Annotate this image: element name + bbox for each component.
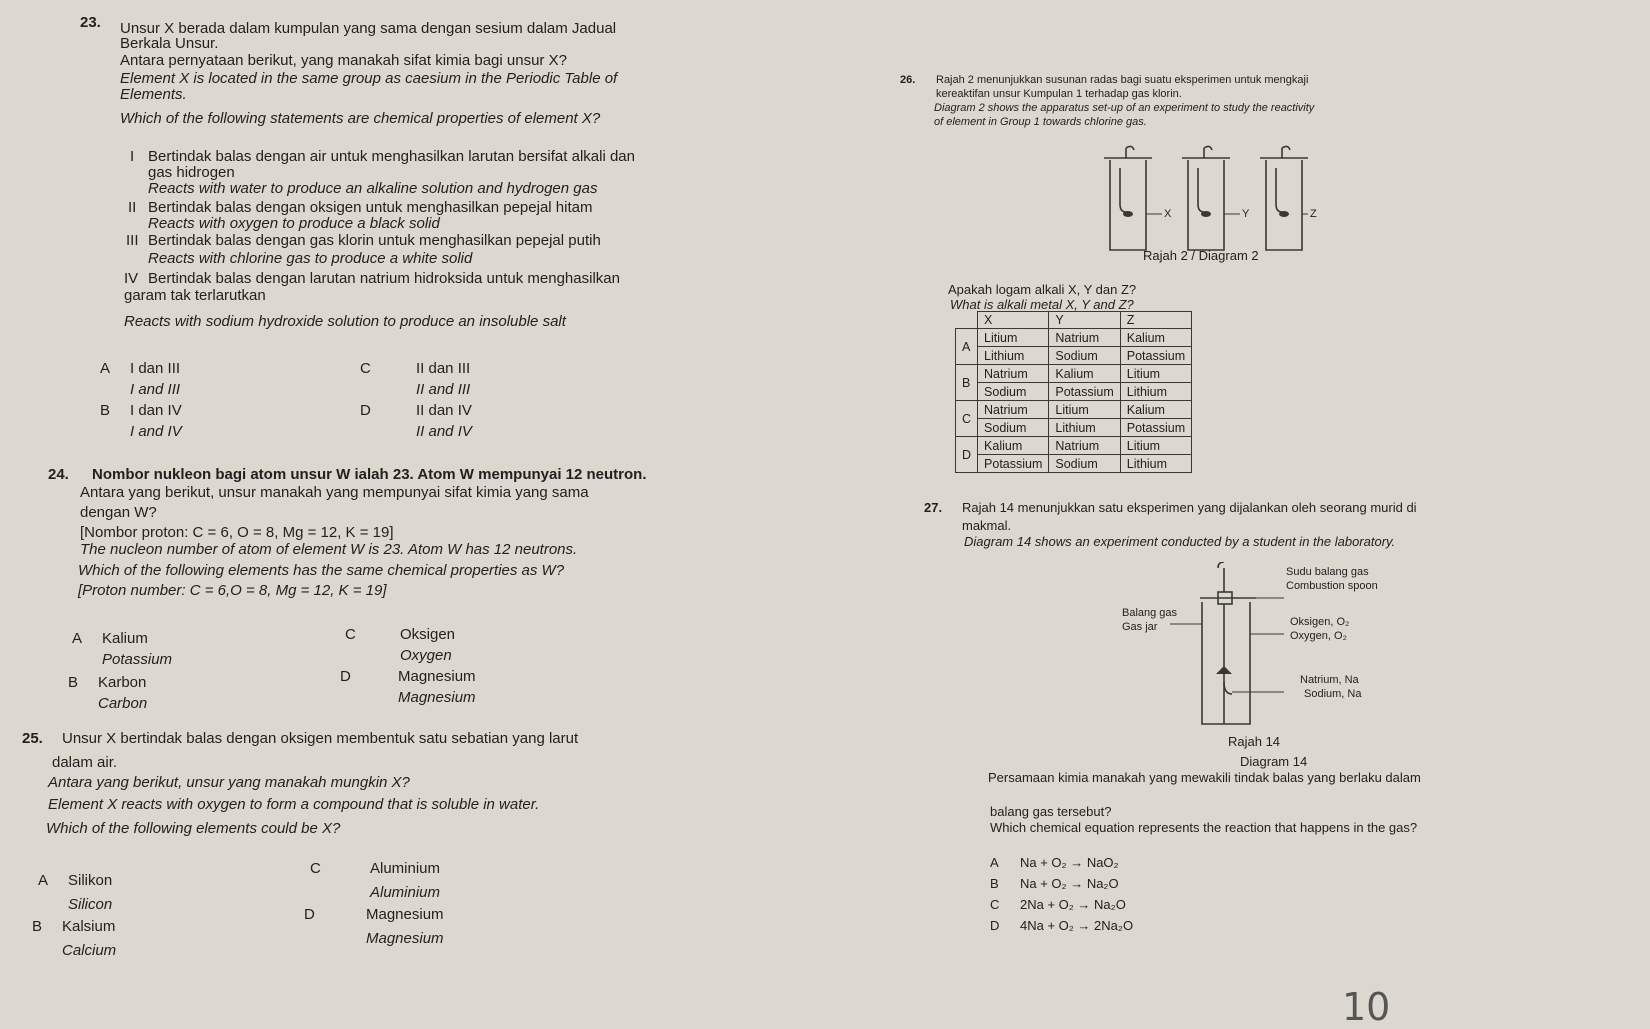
q27-caption-ms: Rajah 14 [1228,734,1281,749]
q26-diagram-label-y: Y [1242,208,1250,220]
q26-table-header-z: Z [1120,312,1191,329]
q24-option-b-letter: B [68,674,79,691]
q23-statement-4-ms-2: garam tak terlarutkan [124,287,266,304]
q24-option-c-ms: Oksigen [400,626,456,643]
q23-option-a-letter: A [100,360,111,377]
q27-stem-en: Diagram 14 shows an experiment conducted by a student in the laboratory. [964,534,1396,549]
q23-ask-en: Which of the following statements are chemical properties of element X? [120,110,601,127]
q27-label-oxygen-ms: Oksigen, O₂ [1290,616,1350,628]
q27-label-sodium-en: Sodium, Na [1304,688,1362,700]
q24-option-a-ms: Kalium [102,630,148,647]
q27-ask-en: Which chemical equation represents the reaction that happens in the gas? [990,820,1418,835]
q27-option-c[interactable] [990,894,1190,916]
q25-number: 25. [22,730,43,747]
q26-table-row-b-ms[interactable] [956,365,1192,383]
q23-stem-en-1: Element X is located in the same group as caesium in the Periodic Table of [120,70,618,87]
q26-stem-ms-2: kereaktifan unsur Kumpulan 1 terhadap gas klorin. [936,88,1182,100]
table-cell: Lithium [1120,383,1191,401]
q25-option-c-en: Aluminium [370,884,441,901]
q27-option-b[interactable] [990,873,1190,895]
table-cell: Sodium [1049,455,1120,473]
q25-option-d-en: Magnesium [366,930,444,947]
q23-option-d-ms: II dan IV [416,402,472,419]
q23-stem-ms-2: Berkala Unsur. [120,35,219,52]
q25-ask-en: Which of the following elements could be X? [46,820,341,837]
q27-label-oxygen-en: Oxygen, O₂ [1290,630,1347,642]
q23-number: 23. [80,14,101,31]
table-cell: Potassium [1049,383,1120,401]
q23-statement-1-en: Reacts with water to produce an alkaline solution and hydrogen gas [148,180,598,197]
table-cell: Natrium [978,365,1049,383]
q26-table-row-b-letter: B [956,365,978,401]
q25-option-a-letter: A [38,872,49,889]
q24-stem-ms-2: Antara yang berikut, unsur manakah yang mempunyai sifat kimia yang sama [80,484,589,501]
q26-diagram-caption: Rajah 2 / Diagram 2 [1143,248,1259,263]
table-cell: Natrium [978,401,1049,419]
table-cell: Kalium [1120,401,1191,419]
table-cell: Lithium [1120,455,1191,473]
q27-label-jar-en: Gas jar [1122,621,1158,633]
q24-option-b-en: Carbon [98,695,148,712]
q27-option-b-letter: B [990,876,999,891]
table-cell: Kalium [978,437,1049,455]
q25-option-c-ms: Aluminium [370,860,441,877]
q23-statement-4-num: IV [124,270,139,287]
q25-option-b-letter: B [32,918,43,935]
page-number: 10 [1342,985,1391,1029]
table-cell: Sodium [978,383,1049,401]
q24-option-c-en: Oxygen [400,647,452,664]
q27-option-c-eq: 2Na + O₂ → Na₂O [1020,897,1126,912]
q24-option-c-letter: C [345,626,356,643]
q27-ask-ms-1: Persamaan kimia manakah yang mewakili tindak balas yang berlaku dalam [988,770,1421,785]
q27-option-b-eq: Na + O₂ → Na₂O [1020,876,1119,891]
q24-option-d-ms: Magnesium [398,668,476,685]
q26-table-row-c-ms[interactable] [956,401,1192,419]
q23-stem-ms-1: Unsur X berada dalam kumpulan yang sama dengan sesium dalam Jadual [120,20,617,37]
table-cell: Sodium [1049,347,1120,365]
q27-ask-ms-2: balang gas tersebut? [990,804,1112,819]
q23-statement-1-ms-1: Bertindak balas dengan air untuk menghasilkan larutan bersifat alkali dan [148,148,635,165]
q25-option-a[interactable] [38,870,238,916]
q26-table-row-d-letter: D [956,437,978,473]
q24-stem-ms-3: dengan W? [80,504,157,521]
q24-option-a-letter: A [72,630,83,647]
q23-option-c-letter: C [360,360,371,377]
q27-apparatus-diagram [1160,562,1300,732]
q27-option-d-eq: 4Na + O₂ → 2Na₂O [1020,918,1134,933]
q26-table-header-row [956,312,1192,329]
table-cell: Potassium [1120,347,1191,365]
q26-table-row-d-en [956,455,1192,473]
q23-option-a[interactable] [100,358,300,400]
q24-option-c[interactable] [345,624,545,666]
q23-statement-3-ms-1: Bertindak balas dengan gas klorin untuk menghasilkan pepejal putih [148,232,601,249]
table-cell: Potassium [1120,419,1191,437]
q26-table-corner [956,312,978,329]
q25-option-d-letter: D [304,906,315,923]
q25-option-b-en: Calcium [62,942,117,959]
q23-option-a-en: I and III [130,381,181,398]
q26-table-header-y: Y [1049,312,1120,329]
q25-option-a-ms: Silikon [68,872,113,889]
q23-statement-1-num: I [130,148,135,165]
q23-stem-en-2: Elements. [120,86,187,103]
table-cell: Litium [1120,437,1191,455]
q26-apparatus-diagram [1070,134,1310,260]
table-cell: Litium [978,329,1049,347]
q25-stem-ms-1: Unsur X bertindak balas dengan oksigen membentuk satu sebatian yang larut [62,730,579,747]
q26-table-row-b-en [956,383,1192,401]
q23-statement-4-en: Reacts with sodium hydroxide solution to produce an insoluble salt [124,313,566,330]
q27-option-d-letter: D [990,918,1000,933]
q23-statement-2-ms-1: Bertindak balas dengan oksigen untuk menghasilkan pepejal hitam [148,199,593,216]
table-cell: Lithium [978,347,1049,365]
q25-ask-ms: Antara yang berikut, unsur yang manakah mungkin X? [48,774,410,791]
q26-table-row-a-ms[interactable] [956,329,1192,347]
q23-option-c-ms: II dan III [416,360,471,377]
q23-statement-3-en: Reacts with chlorine gas to produce a white solid [148,250,473,267]
q27-label-spoon-ms: Sudu balang gas [1286,566,1369,578]
q26-table-row-a-en [956,347,1192,365]
q27-option-a-eq: Na + O₂ → NaO₂ [1020,855,1119,870]
q24-proton-en: [Proton number: C = 6,O = 8, Mg = 12, K = 19] [78,582,387,599]
q27-label-sodium-ms: Natrium, Na [1300,674,1359,686]
q26-answer-table [955,311,1192,473]
q26-stem-en-1: Diagram 2 shows the apparatus set-up of an experiment to study the reactivity [934,102,1315,114]
q26-table-row-c-en [956,419,1192,437]
q24-proton-ms: [Nombor proton: C = 6, O = 8, Mg = 12, K = 19] [80,524,394,541]
table-cell: Sodium [978,419,1049,437]
q23-statement-2-num: II [128,199,137,216]
q23-statement-2-en: Reacts with oxygen to produce a black solid [148,215,440,232]
q23-option-d-en: II and IV [416,423,472,440]
q24-option-a-en: Potassium [102,651,173,668]
q27-caption-en: Diagram 14 [1240,754,1308,769]
q27-label-spoon-en: Combustion spoon [1286,580,1378,592]
q24-ask-en: Which of the following elements has the same chemical properties as W? [78,562,565,579]
q26-table-header-x: X [978,312,1049,329]
q24-stem-en-1: The nucleon number of atom of element W is 23. Atom W has 12 neutrons. [80,541,578,558]
q27-option-d[interactable] [990,915,1190,937]
q27-option-a-letter: A [990,855,999,870]
q26-number: 26. [900,74,916,86]
q27-number: 27. [924,500,943,515]
q23-option-b-en: I and IV [130,423,182,440]
q23-option-a-ms: I dan III [130,360,181,377]
q23-option-c[interactable] [360,358,560,400]
q27-stem-ms-1: Rajah 14 menunjukkan satu eksperimen yang dijalankan oleh seorang murid di [962,500,1417,515]
table-cell: Litium [1120,365,1191,383]
q25-option-d-ms: Magnesium [366,906,444,923]
table-cell: Potassium [978,455,1049,473]
q23-option-d[interactable] [360,400,560,442]
q27-stem-ms-2: makmal. [962,518,1012,533]
table-cell: Lithium [1049,419,1120,437]
q24-option-b[interactable] [68,672,268,714]
q27-option-c-letter: C [990,897,1000,912]
q23-option-b-ms: I dan IV [130,402,182,419]
q23-option-c-en: II and III [416,381,471,398]
q23-option-b-letter: B [100,402,111,419]
q25-stem-en: Element X reacts with oxygen to form a compound that is soluble in water. [48,796,540,813]
q24-option-a[interactable] [72,628,272,670]
q26-table-row-c-letter: C [956,401,978,437]
q26-stem-ms-1: Rajah 2 menunjukkan susunan radas bagi suatu eksperimen untuk mengkaji [936,74,1309,86]
q26-stem-en-2: of element in Group 1 towards chlorine gas. [934,116,1147,128]
q26-table-row-a-letter: A [956,329,978,365]
table-cell: Kalium [1049,365,1120,383]
q25-stem-ms-2: dalam air. [52,754,118,771]
q24-option-d-letter: D [340,668,351,685]
q26-table-row-d-ms[interactable] [956,437,1192,455]
q23-statement-3-num: III [126,232,139,249]
q25-option-d[interactable] [304,904,504,950]
table-cell: Natrium [1049,437,1120,455]
table-cell: Kalium [1120,329,1191,347]
q25-option-c[interactable] [310,858,510,904]
q23-statement-1-ms-2: gas hidrogen [148,164,235,181]
q24-option-b-ms: Karbon [98,674,147,691]
q26-ask-en: What is alkali metal X, Y and Z? [950,297,1134,312]
q26-diagram-label-z: Z [1310,208,1317,220]
q27-option-a[interactable] [990,852,1190,874]
q25-option-b[interactable] [32,916,232,962]
q27-label-jar-ms: Balang gas [1122,607,1178,619]
q25-option-a-en: Silicon [68,896,113,913]
q26-ask-ms: Apakah logam alkali X, Y dan Z? [948,282,1137,297]
q25-option-c-letter: C [310,860,321,877]
q24-stem-ms-1: Nombor nukleon bagi atom unsur W ialah 23. Atom W mempunyai 12 neutron. [92,466,647,483]
table-cell: Litium [1049,401,1120,419]
q23-option-b[interactable] [100,400,300,442]
table-cell: Natrium [1049,329,1120,347]
q24-option-d-en: Magnesium [398,689,476,706]
q24-number: 24. [48,466,69,483]
q23-option-d-letter: D [360,402,371,419]
q25-option-b-ms: Kalsium [62,918,116,935]
q23-statement-4-ms-1: Bertindak balas dengan larutan natrium hidroksida untuk menghasilkan [148,270,620,287]
q24-option-d[interactable] [340,666,540,708]
q26-diagram-label-x: X [1164,208,1172,220]
q23-ask-ms: Antara pernyataan berikut, yang manakah sifat kimia bagi unsur X? [120,52,567,69]
